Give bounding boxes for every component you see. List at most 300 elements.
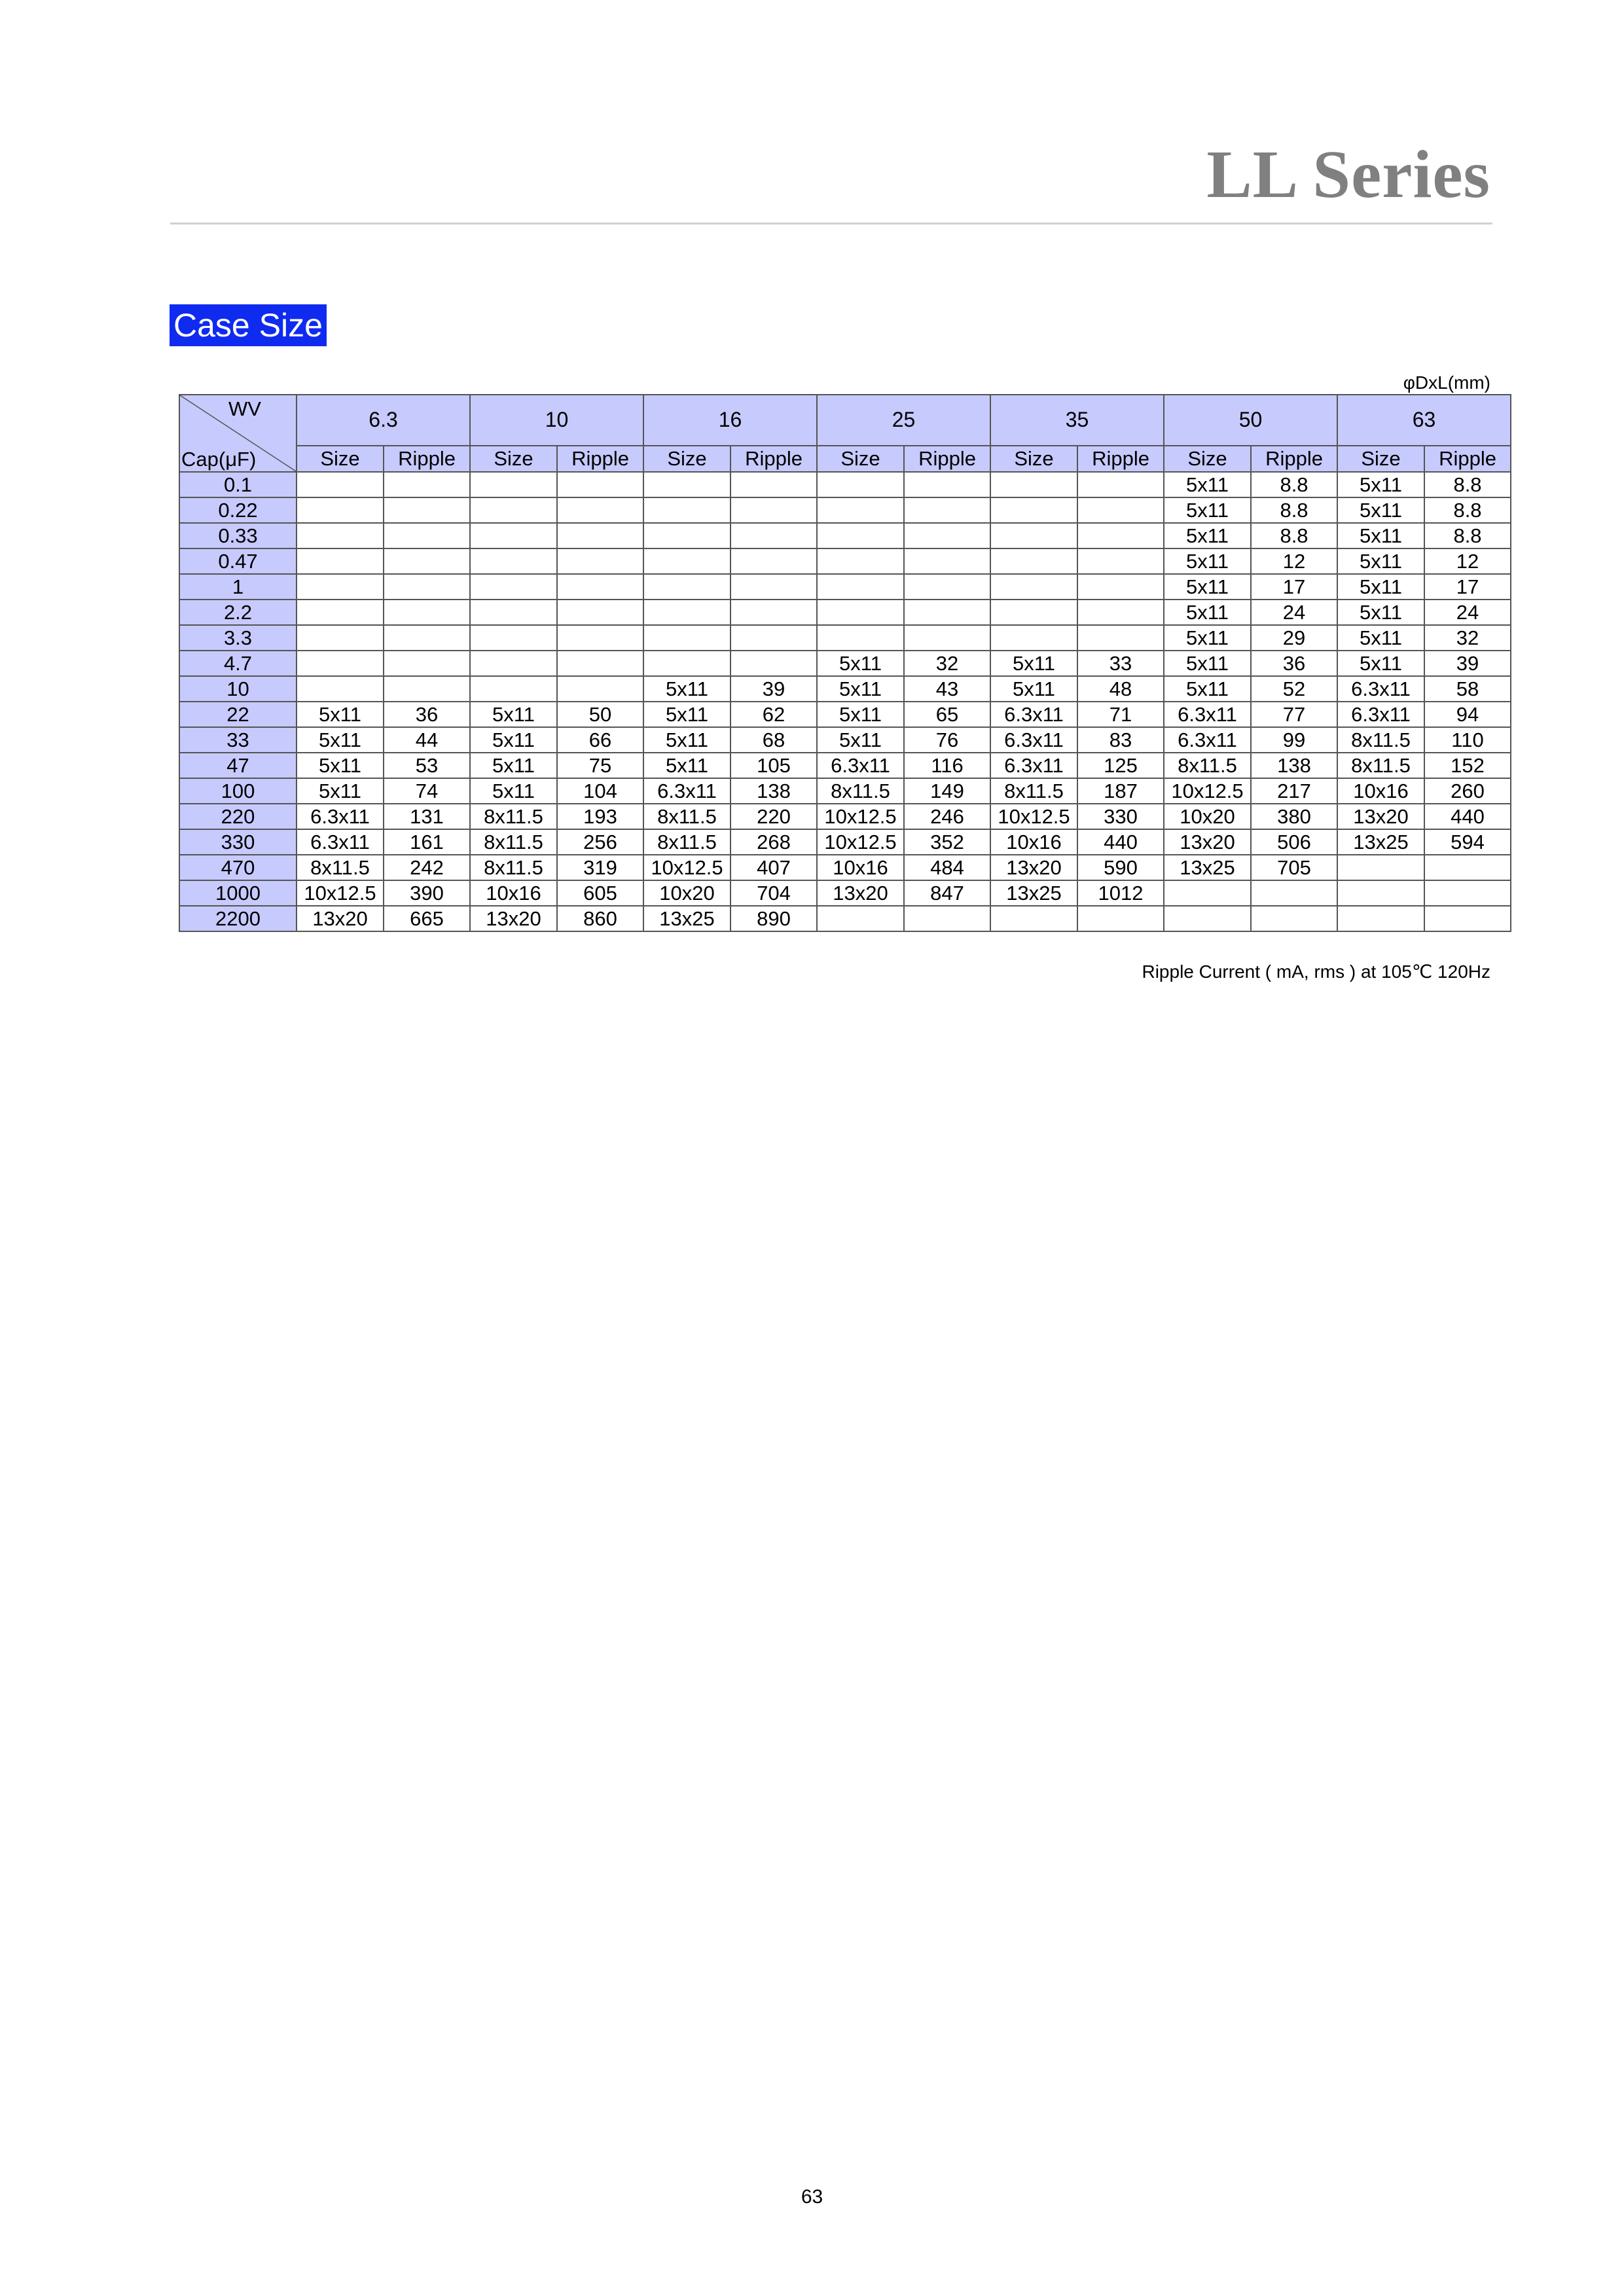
size-cell (1337, 855, 1424, 880)
ripple-cell (557, 625, 643, 651)
ripple-cell: 193 (557, 804, 643, 829)
ripple-cell (904, 472, 990, 497)
ripple-cell: 131 (384, 804, 470, 829)
size-cell (297, 523, 384, 548)
ripple-cell (1077, 574, 1164, 600)
ripple-cell: 39 (731, 676, 817, 702)
size-column-header: Size (1337, 446, 1424, 472)
ripple-cell: 99 (1251, 727, 1337, 753)
size-cell (1337, 880, 1424, 906)
ripple-cell (557, 497, 643, 523)
ripple-cell (1251, 906, 1337, 931)
ripple-cell (1424, 880, 1511, 906)
size-cell (817, 548, 904, 574)
capacitance-cell: 0.1 (179, 472, 297, 497)
capacitance-cell: 22 (179, 702, 297, 727)
ripple-cell: 17 (1424, 574, 1511, 600)
size-cell: 6.3x11 (817, 753, 904, 778)
capacitance-cell: 47 (179, 753, 297, 778)
table-row (179, 753, 1511, 778)
table-row (179, 625, 1511, 651)
ripple-column-header: Ripple (904, 446, 990, 472)
size-cell (297, 472, 384, 497)
ripple-column-header: Ripple (557, 446, 643, 472)
ripple-cell: 8.8 (1251, 472, 1337, 497)
sub-header-row (179, 446, 1511, 472)
ripple-cell (731, 472, 817, 497)
ripple-cell: 105 (731, 753, 817, 778)
ripple-cell: 12 (1251, 548, 1337, 574)
size-cell: 6.3x11 (643, 778, 731, 804)
size-cell: 5x11 (297, 702, 384, 727)
size-cell: 8x11.5 (470, 804, 557, 829)
size-cell: 5x11 (990, 676, 1077, 702)
voltage-header: 50 (1164, 395, 1337, 446)
size-cell: 5x11 (1337, 600, 1424, 625)
size-cell (470, 574, 557, 600)
ripple-cell: 71 (1077, 702, 1164, 727)
ripple-cell (384, 497, 470, 523)
table-row (179, 727, 1511, 753)
size-cell: 5x11 (990, 651, 1077, 676)
ripple-cell: 260 (1424, 778, 1511, 804)
size-cell (297, 676, 384, 702)
size-cell (643, 548, 731, 574)
ripple-cell: 8.8 (1424, 523, 1511, 548)
size-cell: 6.3x11 (297, 829, 384, 855)
size-cell: 13x25 (1337, 829, 1424, 855)
ripple-cell: 116 (904, 753, 990, 778)
size-cell: 6.3x11 (990, 727, 1077, 753)
table-row (179, 855, 1511, 880)
ripple-cell (557, 574, 643, 600)
size-cell: 8x11.5 (470, 855, 557, 880)
ripple-cell: 704 (731, 880, 817, 906)
size-cell: 5x11 (643, 727, 731, 753)
size-cell: 5x11 (1164, 651, 1251, 676)
size-cell (817, 574, 904, 600)
ripple-cell: 17 (1251, 574, 1337, 600)
size-cell: 5x11 (1164, 625, 1251, 651)
ripple-cell: 12 (1424, 548, 1511, 574)
size-cell (470, 548, 557, 574)
ripple-cell (904, 906, 990, 931)
size-column-header: Size (990, 446, 1077, 472)
size-cell: 5x11 (1337, 548, 1424, 574)
ripple-cell: 149 (904, 778, 990, 804)
size-cell (643, 600, 731, 625)
ripple-cell: 65 (904, 702, 990, 727)
ripple-cell (1424, 906, 1511, 931)
table-row (179, 804, 1511, 829)
capacitance-cell: 330 (179, 829, 297, 855)
size-cell (1164, 906, 1251, 931)
ripple-cell: 847 (904, 880, 990, 906)
table-row (179, 906, 1511, 931)
size-cell: 5x11 (1337, 651, 1424, 676)
ripple-cell (384, 676, 470, 702)
capacitance-cell: 0.22 (179, 497, 297, 523)
size-cell (990, 497, 1077, 523)
size-cell: 5x11 (643, 676, 731, 702)
size-cell (297, 625, 384, 651)
size-cell: 8x11.5 (643, 804, 731, 829)
size-cell (470, 625, 557, 651)
ripple-cell (1077, 497, 1164, 523)
size-cell: 10x16 (1337, 778, 1424, 804)
size-column-header: Size (817, 446, 904, 472)
ripple-cell (384, 600, 470, 625)
size-cell: 10x12.5 (297, 880, 384, 906)
ripple-cell (384, 523, 470, 548)
size-cell: 6.3x11 (1164, 727, 1251, 753)
ripple-cell: 705 (1251, 855, 1337, 880)
corner-voltage-label: WV (228, 397, 261, 420)
size-cell: 5x11 (1337, 472, 1424, 497)
case-size-table (179, 394, 1511, 932)
ripple-cell: 53 (384, 753, 470, 778)
ripple-cell: 440 (1077, 829, 1164, 855)
size-cell (297, 574, 384, 600)
corner-capacitance-label: Cap(μF) (181, 448, 257, 471)
table-row (179, 472, 1511, 497)
ripple-cell (731, 625, 817, 651)
size-cell: 10x20 (643, 880, 731, 906)
size-cell: 5x11 (643, 753, 731, 778)
ripple-cell: 605 (557, 880, 643, 906)
size-cell: 10x20 (1164, 804, 1251, 829)
table-row (179, 829, 1511, 855)
size-cell (1337, 906, 1424, 931)
ripple-cell: 32 (1424, 625, 1511, 651)
size-cell (297, 497, 384, 523)
voltage-header: 10 (470, 395, 643, 446)
capacitance-cell: 0.47 (179, 548, 297, 574)
size-column-header: Size (1164, 446, 1251, 472)
ripple-cell: 52 (1251, 676, 1337, 702)
ripple-cell: 125 (1077, 753, 1164, 778)
ripple-cell: 890 (731, 906, 817, 931)
ripple-column-header: Ripple (1077, 446, 1164, 472)
size-cell: 10x12.5 (817, 804, 904, 829)
size-cell: 5x11 (1337, 497, 1424, 523)
size-cell: 5x11 (1164, 472, 1251, 497)
ripple-cell: 590 (1077, 855, 1164, 880)
size-cell (990, 548, 1077, 574)
ripple-cell (904, 548, 990, 574)
ripple-cell: 161 (384, 829, 470, 855)
size-cell: 5x11 (817, 727, 904, 753)
size-column-header: Size (643, 446, 731, 472)
size-cell: 5x11 (643, 702, 731, 727)
table-row (179, 523, 1511, 548)
page-number: 63 (801, 2186, 823, 2208)
ripple-cell (731, 523, 817, 548)
ripple-cell: 380 (1251, 804, 1337, 829)
ripple-cell: 66 (557, 727, 643, 753)
size-cell: 13x20 (297, 906, 384, 931)
capacitance-cell: 2200 (179, 906, 297, 931)
ripple-cell: 48 (1077, 676, 1164, 702)
ripple-cell: 83 (1077, 727, 1164, 753)
capacitance-cell: 100 (179, 778, 297, 804)
ripple-cell: 68 (731, 727, 817, 753)
voltage-header: 25 (817, 395, 990, 446)
ripple-cell (1251, 880, 1337, 906)
ripple-cell: 44 (384, 727, 470, 753)
ripple-cell: 390 (384, 880, 470, 906)
ripple-cell: 506 (1251, 829, 1337, 855)
size-cell (470, 497, 557, 523)
ripple-cell: 58 (1424, 676, 1511, 702)
capacitance-cell: 3.3 (179, 625, 297, 651)
size-cell: 10x12.5 (817, 829, 904, 855)
ripple-column-header: Ripple (1424, 446, 1511, 472)
ripple-cell: 75 (557, 753, 643, 778)
ripple-cell (904, 600, 990, 625)
size-cell: 10x16 (470, 880, 557, 906)
table-row (179, 600, 1511, 625)
size-cell (643, 497, 731, 523)
ripple-cell (384, 574, 470, 600)
ripple-cell: 268 (731, 829, 817, 855)
size-cell: 13x25 (643, 906, 731, 931)
ripple-cell: 440 (1424, 804, 1511, 829)
size-cell: 5x11 (297, 753, 384, 778)
size-cell: 5x11 (1164, 548, 1251, 574)
size-cell (297, 651, 384, 676)
section-title: Case Size (170, 304, 327, 346)
size-cell: 10x12.5 (1164, 778, 1251, 804)
ripple-cell: 1012 (1077, 880, 1164, 906)
size-cell: 5x11 (470, 727, 557, 753)
size-cell: 8x11.5 (1164, 753, 1251, 778)
ripple-cell (731, 548, 817, 574)
size-cell: 5x11 (817, 702, 904, 727)
size-cell: 13x20 (817, 880, 904, 906)
size-cell (817, 625, 904, 651)
size-cell (297, 600, 384, 625)
ripple-cell (1077, 472, 1164, 497)
size-cell: 6.3x11 (990, 702, 1077, 727)
ripple-column-header: Ripple (1251, 446, 1337, 472)
table-row (179, 880, 1511, 906)
capacitance-cell: 470 (179, 855, 297, 880)
ripple-column-header: Ripple (384, 446, 470, 472)
ripple-cell (1424, 855, 1511, 880)
capacitance-cell: 33 (179, 727, 297, 753)
table-row (179, 497, 1511, 523)
size-column-header: Size (470, 446, 557, 472)
size-cell (470, 472, 557, 497)
ripple-cell (384, 472, 470, 497)
ripple-cell: 484 (904, 855, 990, 880)
size-cell: 6.3x11 (1337, 676, 1424, 702)
ripple-cell (731, 651, 817, 676)
ripple-cell: 104 (557, 778, 643, 804)
ripple-cell: 138 (1251, 753, 1337, 778)
size-cell: 8x11.5 (470, 829, 557, 855)
size-cell (990, 625, 1077, 651)
size-cell: 5x11 (470, 702, 557, 727)
size-cell (643, 574, 731, 600)
table-row (179, 778, 1511, 804)
ripple-cell: 36 (384, 702, 470, 727)
ripple-cell (557, 651, 643, 676)
ripple-cell: 39 (1424, 651, 1511, 676)
ripple-cell (384, 548, 470, 574)
title-divider (170, 223, 1492, 224)
size-cell: 10x16 (817, 855, 904, 880)
ripple-current-note: Ripple Current ( mA, rms ) at 105℃ 120Hz (1142, 961, 1490, 982)
ripple-cell (731, 600, 817, 625)
ripple-cell: 8.8 (1251, 523, 1337, 548)
size-cell: 8x11.5 (643, 829, 731, 855)
ripple-cell: 8.8 (1424, 472, 1511, 497)
ripple-cell: 860 (557, 906, 643, 931)
size-cell: 5x11 (1337, 523, 1424, 548)
size-cell: 5x11 (1164, 676, 1251, 702)
ripple-cell: 246 (904, 804, 990, 829)
size-cell: 5x11 (297, 727, 384, 753)
size-cell: 8x11.5 (1337, 753, 1424, 778)
size-cell (817, 600, 904, 625)
ripple-cell: 220 (731, 804, 817, 829)
size-cell: 5x11 (1164, 600, 1251, 625)
size-cell: 5x11 (817, 676, 904, 702)
ripple-cell (384, 625, 470, 651)
table-row (179, 548, 1511, 574)
size-cell (643, 625, 731, 651)
size-cell: 5x11 (297, 778, 384, 804)
ripple-cell (731, 574, 817, 600)
ripple-cell: 77 (1251, 702, 1337, 727)
ripple-cell (904, 574, 990, 600)
voltage-header: 6.3 (297, 395, 470, 446)
capacitance-cell: 1000 (179, 880, 297, 906)
size-cell: 10x12.5 (990, 804, 1077, 829)
ripple-cell (904, 625, 990, 651)
capacitance-cell: 0.33 (179, 523, 297, 548)
ripple-cell (904, 497, 990, 523)
ripple-cell: 256 (557, 829, 643, 855)
size-cell: 6.3x11 (297, 804, 384, 829)
ripple-cell: 62 (731, 702, 817, 727)
size-cell: 13x25 (1164, 855, 1251, 880)
ripple-cell: 407 (731, 855, 817, 880)
ripple-cell: 94 (1424, 702, 1511, 727)
size-cell: 8x11.5 (990, 778, 1077, 804)
size-cell: 8x11.5 (1337, 727, 1424, 753)
ripple-cell: 29 (1251, 625, 1337, 651)
ripple-column-header: Ripple (731, 446, 817, 472)
table-row (179, 676, 1511, 702)
ripple-cell: 36 (1251, 651, 1337, 676)
voltage-header: 35 (990, 395, 1164, 446)
ripple-cell: 187 (1077, 778, 1164, 804)
capacitance-cell: 10 (179, 676, 297, 702)
size-cell (470, 651, 557, 676)
ripple-cell: 110 (1424, 727, 1511, 753)
size-cell (990, 574, 1077, 600)
size-cell (470, 523, 557, 548)
size-cell: 8x11.5 (817, 778, 904, 804)
ripple-cell (557, 600, 643, 625)
size-cell (470, 676, 557, 702)
size-cell: 13x25 (990, 880, 1077, 906)
ripple-cell: 217 (1251, 778, 1337, 804)
ripple-cell: 76 (904, 727, 990, 753)
ripple-cell: 352 (904, 829, 990, 855)
size-cell (817, 497, 904, 523)
ripple-cell: 50 (557, 702, 643, 727)
ripple-cell (731, 497, 817, 523)
size-cell: 8x11.5 (297, 855, 384, 880)
size-cell: 13x20 (990, 855, 1077, 880)
ripple-cell: 138 (731, 778, 817, 804)
ripple-cell (557, 472, 643, 497)
capacitance-cell: 2.2 (179, 600, 297, 625)
size-cell: 13x20 (470, 906, 557, 931)
ripple-cell: 24 (1251, 600, 1337, 625)
unit-note: φDxL(mm) (1403, 372, 1490, 393)
ripple-cell: 43 (904, 676, 990, 702)
ripple-cell: 8.8 (1251, 497, 1337, 523)
ripple-cell: 33 (1077, 651, 1164, 676)
ripple-cell (557, 676, 643, 702)
ripple-cell (1077, 548, 1164, 574)
size-cell: 10x16 (990, 829, 1077, 855)
ripple-cell (557, 548, 643, 574)
voltage-header: 63 (1337, 395, 1511, 446)
ripple-cell (1077, 625, 1164, 651)
ripple-cell (1077, 600, 1164, 625)
size-cell: 5x11 (1164, 523, 1251, 548)
ripple-cell: 319 (557, 855, 643, 880)
ripple-cell: 24 (1424, 600, 1511, 625)
size-cell: 6.3x11 (1337, 702, 1424, 727)
series-title: LL Series (1206, 137, 1490, 212)
size-cell: 10x12.5 (643, 855, 731, 880)
size-cell (817, 523, 904, 548)
ripple-cell: 74 (384, 778, 470, 804)
size-column-header: Size (297, 446, 384, 472)
size-cell: 13x20 (1337, 804, 1424, 829)
ripple-cell (904, 523, 990, 548)
size-cell (990, 600, 1077, 625)
size-cell (990, 472, 1077, 497)
size-cell: 5x11 (817, 651, 904, 676)
size-cell (643, 651, 731, 676)
table-row (179, 702, 1511, 727)
table-row (179, 574, 1511, 600)
ripple-cell (384, 651, 470, 676)
table-corner-header (179, 395, 297, 472)
ripple-cell: 594 (1424, 829, 1511, 855)
size-cell (817, 472, 904, 497)
ripple-cell: 242 (384, 855, 470, 880)
capacitance-cell: 1 (179, 574, 297, 600)
size-cell: 13x20 (1164, 829, 1251, 855)
ripple-cell (1077, 906, 1164, 931)
size-cell (990, 523, 1077, 548)
size-cell: 5x11 (470, 778, 557, 804)
size-cell: 5x11 (1164, 497, 1251, 523)
size-cell: 5x11 (1337, 625, 1424, 651)
size-cell (643, 472, 731, 497)
capacitance-cell: 220 (179, 804, 297, 829)
table-row (179, 651, 1511, 676)
